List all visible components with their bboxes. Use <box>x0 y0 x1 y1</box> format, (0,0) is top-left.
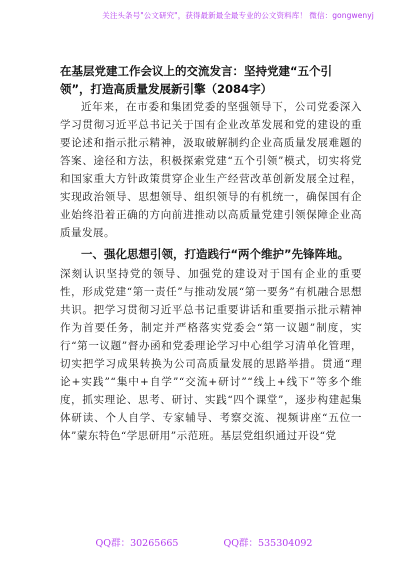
footer-qq-groups <box>0 535 408 549</box>
footer-qq-group-1: QQ群：30265665 <box>95 538 179 549</box>
footer-qq-group-2: QQ群：535304092 <box>223 538 313 549</box>
document-title: 在基层党建工作会议上的交流发言：坚持党建“五个引领”，打造高质量发展新引擎（2084字） <box>60 64 333 96</box>
section-heading-1: 一、强化思想引领，打造践行“两个维护”先锋阵地。 <box>81 247 350 261</box>
header-banner: 关注头条号"公文研究"，获得最新最全最专业的公文资料库！ 微信：gongwenyj <box>102 11 374 20</box>
section-1-paragraph: 深刻认识坚持党的领导、加强党的建设对于国有企业的重要性，形成党建“第一责任”与推动发展“第一要务”有机融合思想共识。把学习贯彻习近平总书记重要讲话和重要指示批示精神作为首要任务，制定并严格落实党委会“第一议题”制度，实行“第一议题”督办函和党委理论学习中心组学习清单化管理，切实把学习成果转换为公司高质量发展的思路举措。贯通“理论+实践”“集中+自学”“交流+研讨”“线上+线下”等多个维度，抓实理论、思考、研讨、实践“四个课堂”，逐步构建起集体研读、个人自学、专家辅导、考察交流、视频讲座“五位一体”蒙东特色“学思研用”示范班。基层党组织通过开设“党 <box>60 268 362 442</box>
document-body <box>60 98 362 445</box>
intro-paragraph: 近年来，在市委和集团党委的坚强领导下，公司党委深入学习贯彻习近平总书记关于国有企业改革发展和党的建设的重要论述和指示批示精神，汲取破解制约企业高质量发展难题的答案、途径和方法，积极探索党建“五个引领”模式，切实将党和国家重大方针政策贯穿企业生产经营改革创新发展全过程，实现政治领导、思想领导、组织领导的有机统一，确保国有企业始终沿着正确的方向前进推动以高质量党建引领保障企业高质量发展。 <box>60 101 362 239</box>
